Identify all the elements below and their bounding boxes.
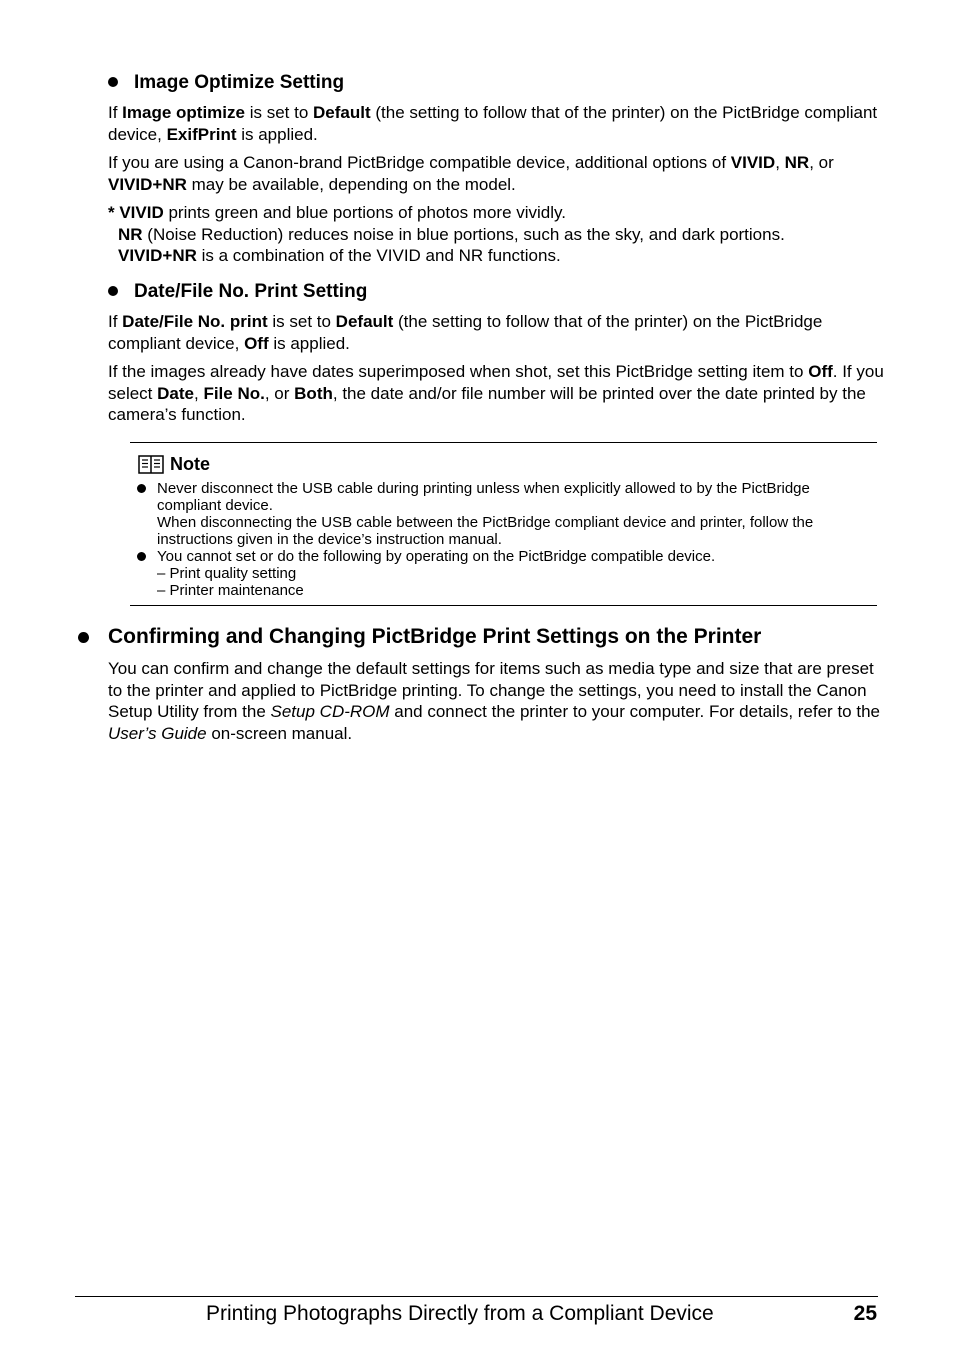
bullet-icon	[137, 552, 146, 561]
book-icon	[138, 455, 164, 479]
page-number: 25	[853, 1302, 877, 1325]
confirm-settings-paragraph: You can confirm and change the default settings for items such as media type and size that are preset to the printer and applied to PictBridge printing. To change the settings, you need to install the Canon Setup Utility from the Setup CD-ROM and connect the printer to your computer. For details, refer to the User’s Guide on-screen manual.	[108, 659, 880, 743]
footer-divider	[75, 1296, 878, 1297]
note-list	[130, 480, 877, 599]
note-title: Note	[138, 453, 210, 479]
note-sub-item: – Printer maintenance	[157, 582, 304, 599]
nr-description: NR (Noise Reduction) reduces noise in blue portions, such as the sky, and dark portions.	[118, 224, 785, 244]
vivid-options-list	[108, 202, 888, 267]
footer-title: Printing Photographs Directly from a Compliant Device	[206, 1302, 714, 1325]
note-sub-item: – Print quality setting	[157, 565, 297, 582]
date-file-heading: Date/File No. Print Setting	[108, 281, 367, 303]
note-box	[130, 442, 877, 606]
note-item: You cannot set or do the following by operating on the PictBridge compatible device. – Print quality setting – Printer maintenance	[130, 548, 877, 599]
bullet-icon	[78, 632, 89, 643]
image-optimize-paragraph-1: If Image optimize is set to Default (the setting to follow that of the printer) on the PictBridge compliant device, ExifPrint is applied.	[108, 103, 878, 144]
note-item: Never disconnect the USB cable during printing unless when explicitly allowed to by the PictBridge compliant device. When disconnecting the USB cable between the PictBridge compliant device and printer, follow the instructions given in the device’s instruction manual.	[130, 480, 877, 548]
bullet-icon	[137, 484, 146, 493]
confirm-settings-heading: Confirming and Changing PictBridge Print Settings on the Printer	[78, 624, 761, 650]
image-optimize-heading: Image Optimize Setting	[108, 72, 344, 94]
bullet-icon	[108, 286, 118, 296]
image-optimize-paragraph-2: If you are using a Canon-brand PictBridge compatible device, additional options of VIVID, NR, or VIVID+NR may be available, depending on the model.	[108, 153, 834, 194]
vivid-description: * VIVID prints green and blue portions of photos more vividly.	[108, 203, 566, 222]
vivid-nr-description: VIVID+NR is a combination of the VIVID and NR functions.	[118, 246, 561, 265]
date-file-paragraph-2: If the images already have dates superimposed when shot, set this PictBridge setting item to Off. If you select Date, File No., or Both, the date and/or file number will be printed over the date printed by the camera’s function.	[108, 362, 884, 424]
bullet-icon	[108, 77, 118, 87]
date-file-paragraph-1: If Date/File No. print is set to Default (the setting to follow that of the printer) on the PictBridge compliant device, Off is applied.	[108, 312, 823, 353]
